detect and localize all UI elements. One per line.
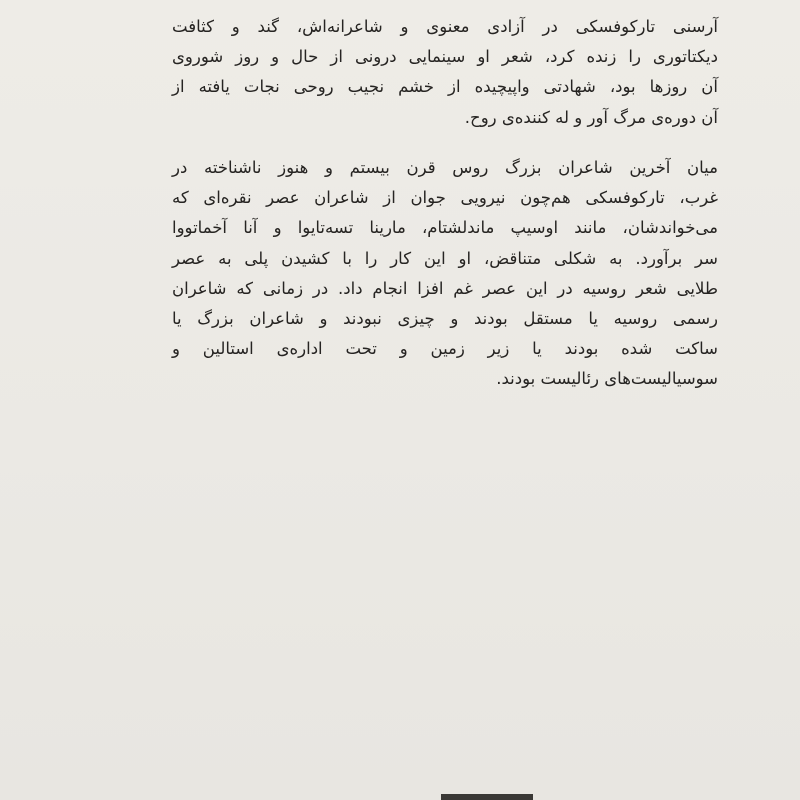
text-line: آرسنی تارکوفسکی در آزادی معنوی و شاعرانه‌اش، گند و کثافت <box>172 17 718 36</box>
paragraph-2 <box>172 153 718 395</box>
paragraph-1 <box>172 12 718 133</box>
text-line: آن دوره‌ی مرگ آور و له کننده‌ی روح. <box>464 107 718 127</box>
text-line: سر برآورد. به شکلی متناقض، او این کار را با کشیدن پلی به عصر <box>172 248 718 268</box>
barcode-edge <box>441 794 533 800</box>
text-line: طلایی شعر روسیه در این عصر غم افزا انجام داد. در زمانی که شاعران <box>172 278 718 298</box>
text-line: میان آخرین شاعران بزرگ روس قرن بیستم و هنوز ناشناخته در <box>172 158 718 177</box>
text-line: سوسیالیست‌های رئالیست بودند. <box>496 369 718 389</box>
text-line: دیکتاتوری را زنده کرد، شعر او سینمایی درونی از حال و روز شوروی <box>172 47 718 67</box>
text-line: ساکت شده بودند یا زیر زمین و تحت اداره‌ی استالین و <box>172 339 718 359</box>
text-line: می‌خواندشان، مانند اوسیپ ماندلشتام، مارینا تسه‌تایوا و آنا آخماتووا <box>172 218 718 238</box>
text-line: غرب، تارکوفسکی هم‌چون نیرویی جوان از شاعران عصر نقره‌ای که <box>172 188 718 208</box>
text-line: رسمی روسیه یا مستقل بودند و چیزی نبودند و شاعران بزرگ یا <box>172 308 718 328</box>
text-line: آن روزها بود، شهادتی واپیچیده از خشم نجیب روحی نجات یافته از <box>172 77 718 97</box>
